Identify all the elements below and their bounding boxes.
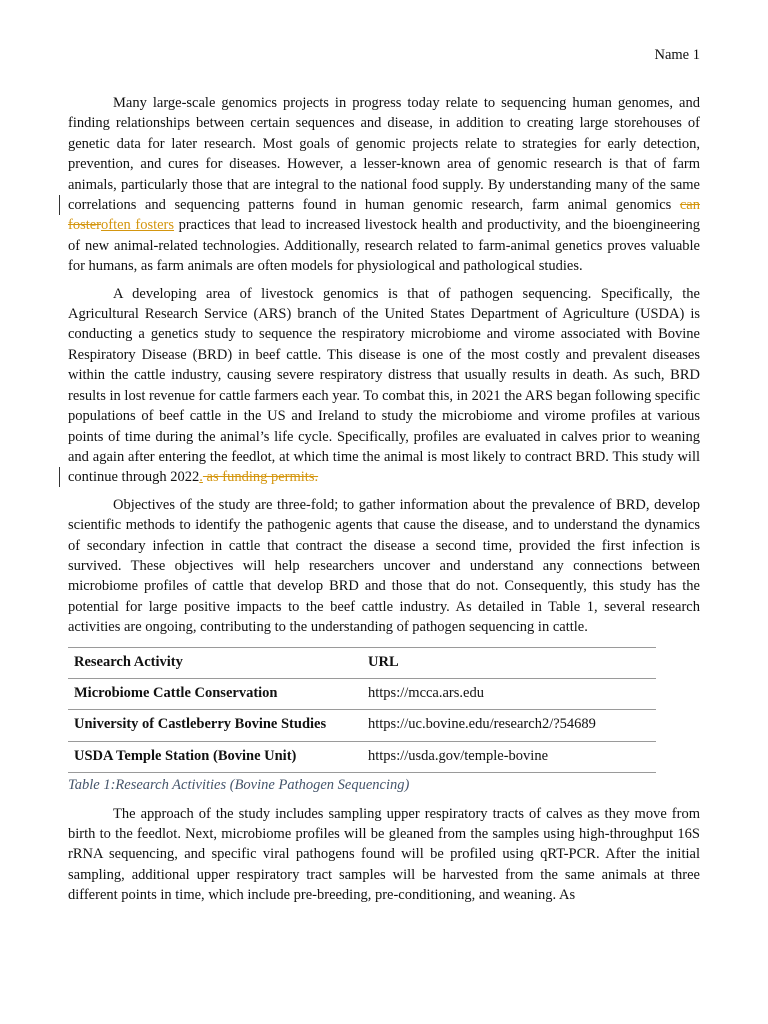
table-header-url: URL <box>362 647 656 678</box>
tracked-deletion[interactable]: as funding permits. <box>202 469 319 486</box>
page-header-name: Name 1 <box>654 47 700 63</box>
paragraph-2[interactable] <box>68 284 700 488</box>
table-cell-activity: USDA Temple Station (Bovine Unit) <box>68 741 362 772</box>
tracked-deletion[interactable]: can foster <box>68 197 700 234</box>
table-header-activity: Research Activity <box>68 647 362 678</box>
table-row <box>68 678 656 709</box>
document-body <box>68 93 700 906</box>
paragraph-1[interactable] <box>68 93 700 277</box>
table-cell-url[interactable]: https://usda.gov/temple-bovine <box>362 741 656 772</box>
table-cell-activity: Microbiome Cattle Conservation <box>68 678 362 709</box>
paragraph-3[interactable]: Objectives of the study are three-fold; to gather information about the prevalence of BRD, develop scientific methods to identify the pathogenic agents that cause the disease, and to understand the dynamics of secondary infection in cattle that contract the disease a second time, provided the first infection is survived. These objectives will help researchers uncover and understand any connections between microbiome profiles of cattle that develop BRD and those that do not. Consequently, this study has the potential for large positive impacts to the beef cattle industry. As detailed in Table 1, several research activities are ongoing, contributing to the understanding of pathogen sequencing in cattle. <box>68 496 700 636</box>
table-cell-activity: University of Castleberry Bovine Studies <box>68 710 362 741</box>
paragraph-4[interactable]: The approach of the study includes sampling upper respiratory tracts of calves as they move from birth to the feedlot. Next, microbiome profiles will be gleaned from the samples using high-throughput 16S rRNA sequencing, and specific viral pathogens found will be profiled using qRT-PCR. After the initial sampling, additional upper respiratory tract samples will be harvested from the same animals at three different points in time, which include pre-breeding, pre-conditioning, and weaning. As <box>68 805 700 904</box>
paragraph-1-text-after: practices that lead to increased livestock health and productivity, and the bioengineering of new animal-related technologies. Additionally, research related to farm-animal genetics proves valuable for humans, as farm animals are often models for physiological and pathological studies. <box>68 217 701 275</box>
change-bar <box>59 195 60 215</box>
tracked-insertion[interactable]: often fosters <box>101 217 175 234</box>
change-bar <box>59 467 60 487</box>
table-caption: Table 1:Research Activities (Bovine Pathogen Sequencing) <box>68 777 410 794</box>
table-header-row <box>68 647 656 678</box>
research-activities-table <box>68 647 656 774</box>
table-cell-url[interactable]: https://uc.bovine.edu/research2/?54689 <box>362 710 656 741</box>
tracked-insertion[interactable]: . <box>199 469 203 486</box>
table-row <box>68 710 656 741</box>
table-row <box>68 741 656 772</box>
paragraph-1-text-before: Many large-scale genomics projects in progress today relate to sequencing human genomes, and finding relationships between certain sequences and disease, in addition to creating large storehouses of genetic data for later research. Most goals of genomic projects relate to strategies for early detection, prevention, and cures for diseases. However, a lesser-known area of genomic research is that of farm animals, particularly those that are integral to the national food supply. By understanding many of the same correlations and sequencing patterns found in human genomic research, farm animal genomics <box>68 95 700 214</box>
paragraph-2-text: A developing area of livestock genomics is that of pathogen sequencing. Specifically, the Agricultural Research Service (ARS) branch of the United States Department of Agriculture (USDA) is conducting a genetics study to sequence the respiratory microbiome and virome associated with Bovine Respiratory Disease (BRD) in beef cattle. This disease is one of the most costly and prevalent diseases within the cattle industry, causing severe respiratory distress that usually results in death. As such, BRD results in lost revenue for cattle farmers each year. To combat this, in 2021 the ARS began following specific populations of beef cattle in the US and Ireland to study the microbiome and virome profiles at various points of time during the animal’s life cycle. Specifically, profiles are evaluated in calves prior to weaning and again after entering the feedlot, at which time the animal is most likely to contract BRD. This study will continue through 2022 <box>68 285 700 486</box>
table-cell-url[interactable]: https://mcca.ars.edu <box>362 678 656 709</box>
